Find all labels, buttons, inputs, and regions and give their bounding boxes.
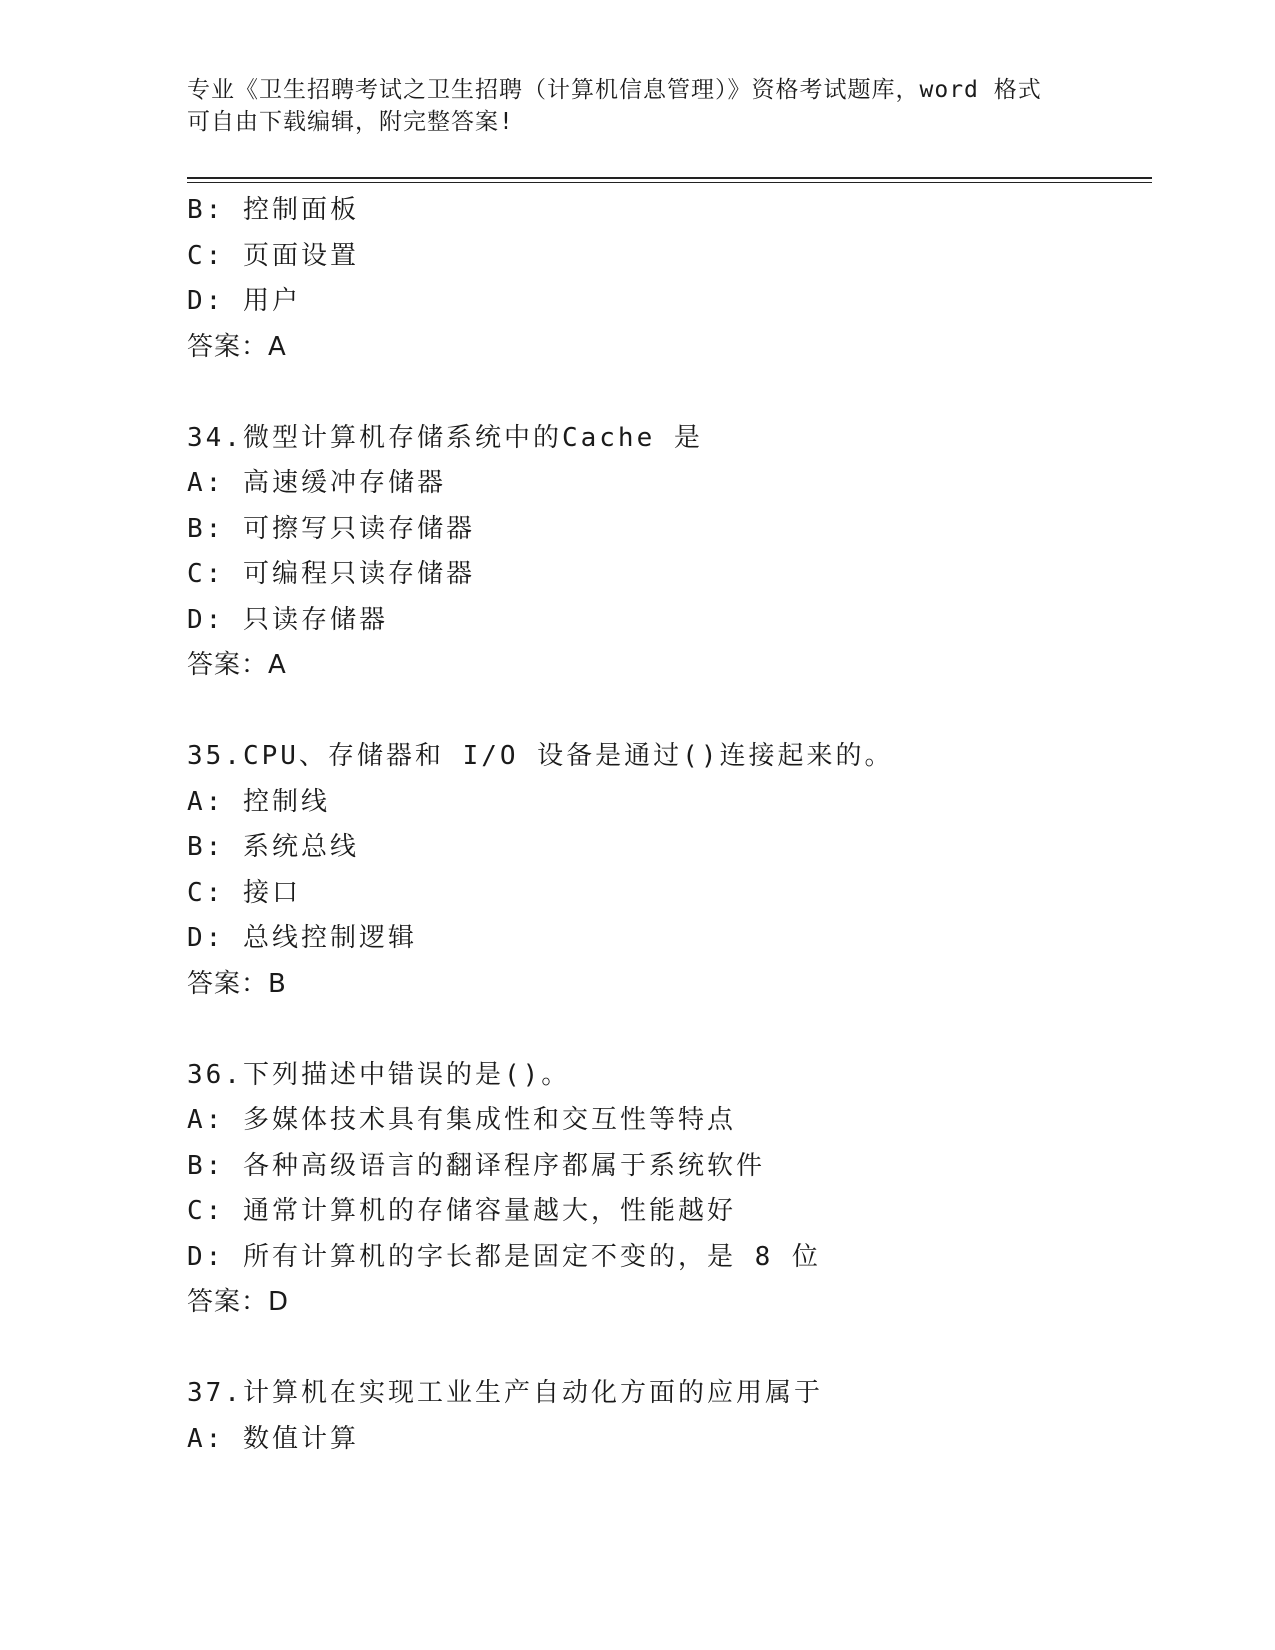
option-a: A: 数值计算 <box>187 1423 359 1454</box>
spacer <box>187 370 1147 416</box>
option-c: C: 通常计算机的存储容量越大，性能越好 <box>187 1196 736 1226</box>
option-b: B: 各种高级语言的翻译程序都属于系统软件 <box>187 1150 765 1181</box>
option-a: A: 控制线 <box>187 786 330 817</box>
document-header <box>187 74 1087 138</box>
option-d: D: 用户 <box>187 286 301 316</box>
option-a: A: 多媒体技术具有集成性和交互性等特点 <box>187 1105 736 1135</box>
question-block-continued <box>187 188 1147 370</box>
header-line-1: 专业《卫生招聘考试之卫生招聘（计算机信息管理）》资格考试题库，word 格式 <box>187 77 1042 103</box>
question-block-37 <box>187 1371 1147 1462</box>
option-d: D: 只读存储器 <box>187 604 388 635</box>
answer-line: 答案：D <box>187 1287 290 1317</box>
question-text: 34.微型计算机存储系统中的Cache 是 <box>187 422 703 453</box>
header-line-2: 可自由下载编辑，附完整答案! <box>187 109 514 135</box>
option-c: C: 可编程只读存储器 <box>187 559 475 589</box>
question-text: 37.计算机在实现工业生产自动化方面的应用属于 <box>187 1378 823 1408</box>
spacer <box>187 1007 1147 1053</box>
answer-line: 答案：A <box>187 650 287 680</box>
option-b: B: 可擦写只读存储器 <box>187 513 475 544</box>
option-b: B: 系统总线 <box>187 832 359 862</box>
question-block-34 <box>187 416 1147 689</box>
spacer <box>187 1326 1147 1372</box>
answer-line: 答案：A <box>187 331 287 362</box>
question-text: 36.下列描述中错误的是()。 <box>187 1059 571 1090</box>
question-text: 35.CPU、存储器和 I/O 设备是通过()连接起来的。 <box>187 741 894 771</box>
answer-line: 答案：B <box>187 968 287 999</box>
option-d: D: 所有计算机的字长都是固定不变的，是 8 位 <box>187 1241 821 1272</box>
question-block-36 <box>187 1053 1147 1326</box>
option-c: C: 接口 <box>187 877 301 908</box>
option-b: B: 控制面板 <box>187 195 359 225</box>
option-c: C: 页面设置 <box>187 240 359 271</box>
header-divider <box>187 177 1152 183</box>
question-block-35 <box>187 734 1147 1007</box>
option-a: A: 高速缓冲存储器 <box>187 468 446 498</box>
question-list <box>187 188 1147 1462</box>
spacer <box>187 689 1147 735</box>
option-d: D: 总线控制逻辑 <box>187 923 417 953</box>
